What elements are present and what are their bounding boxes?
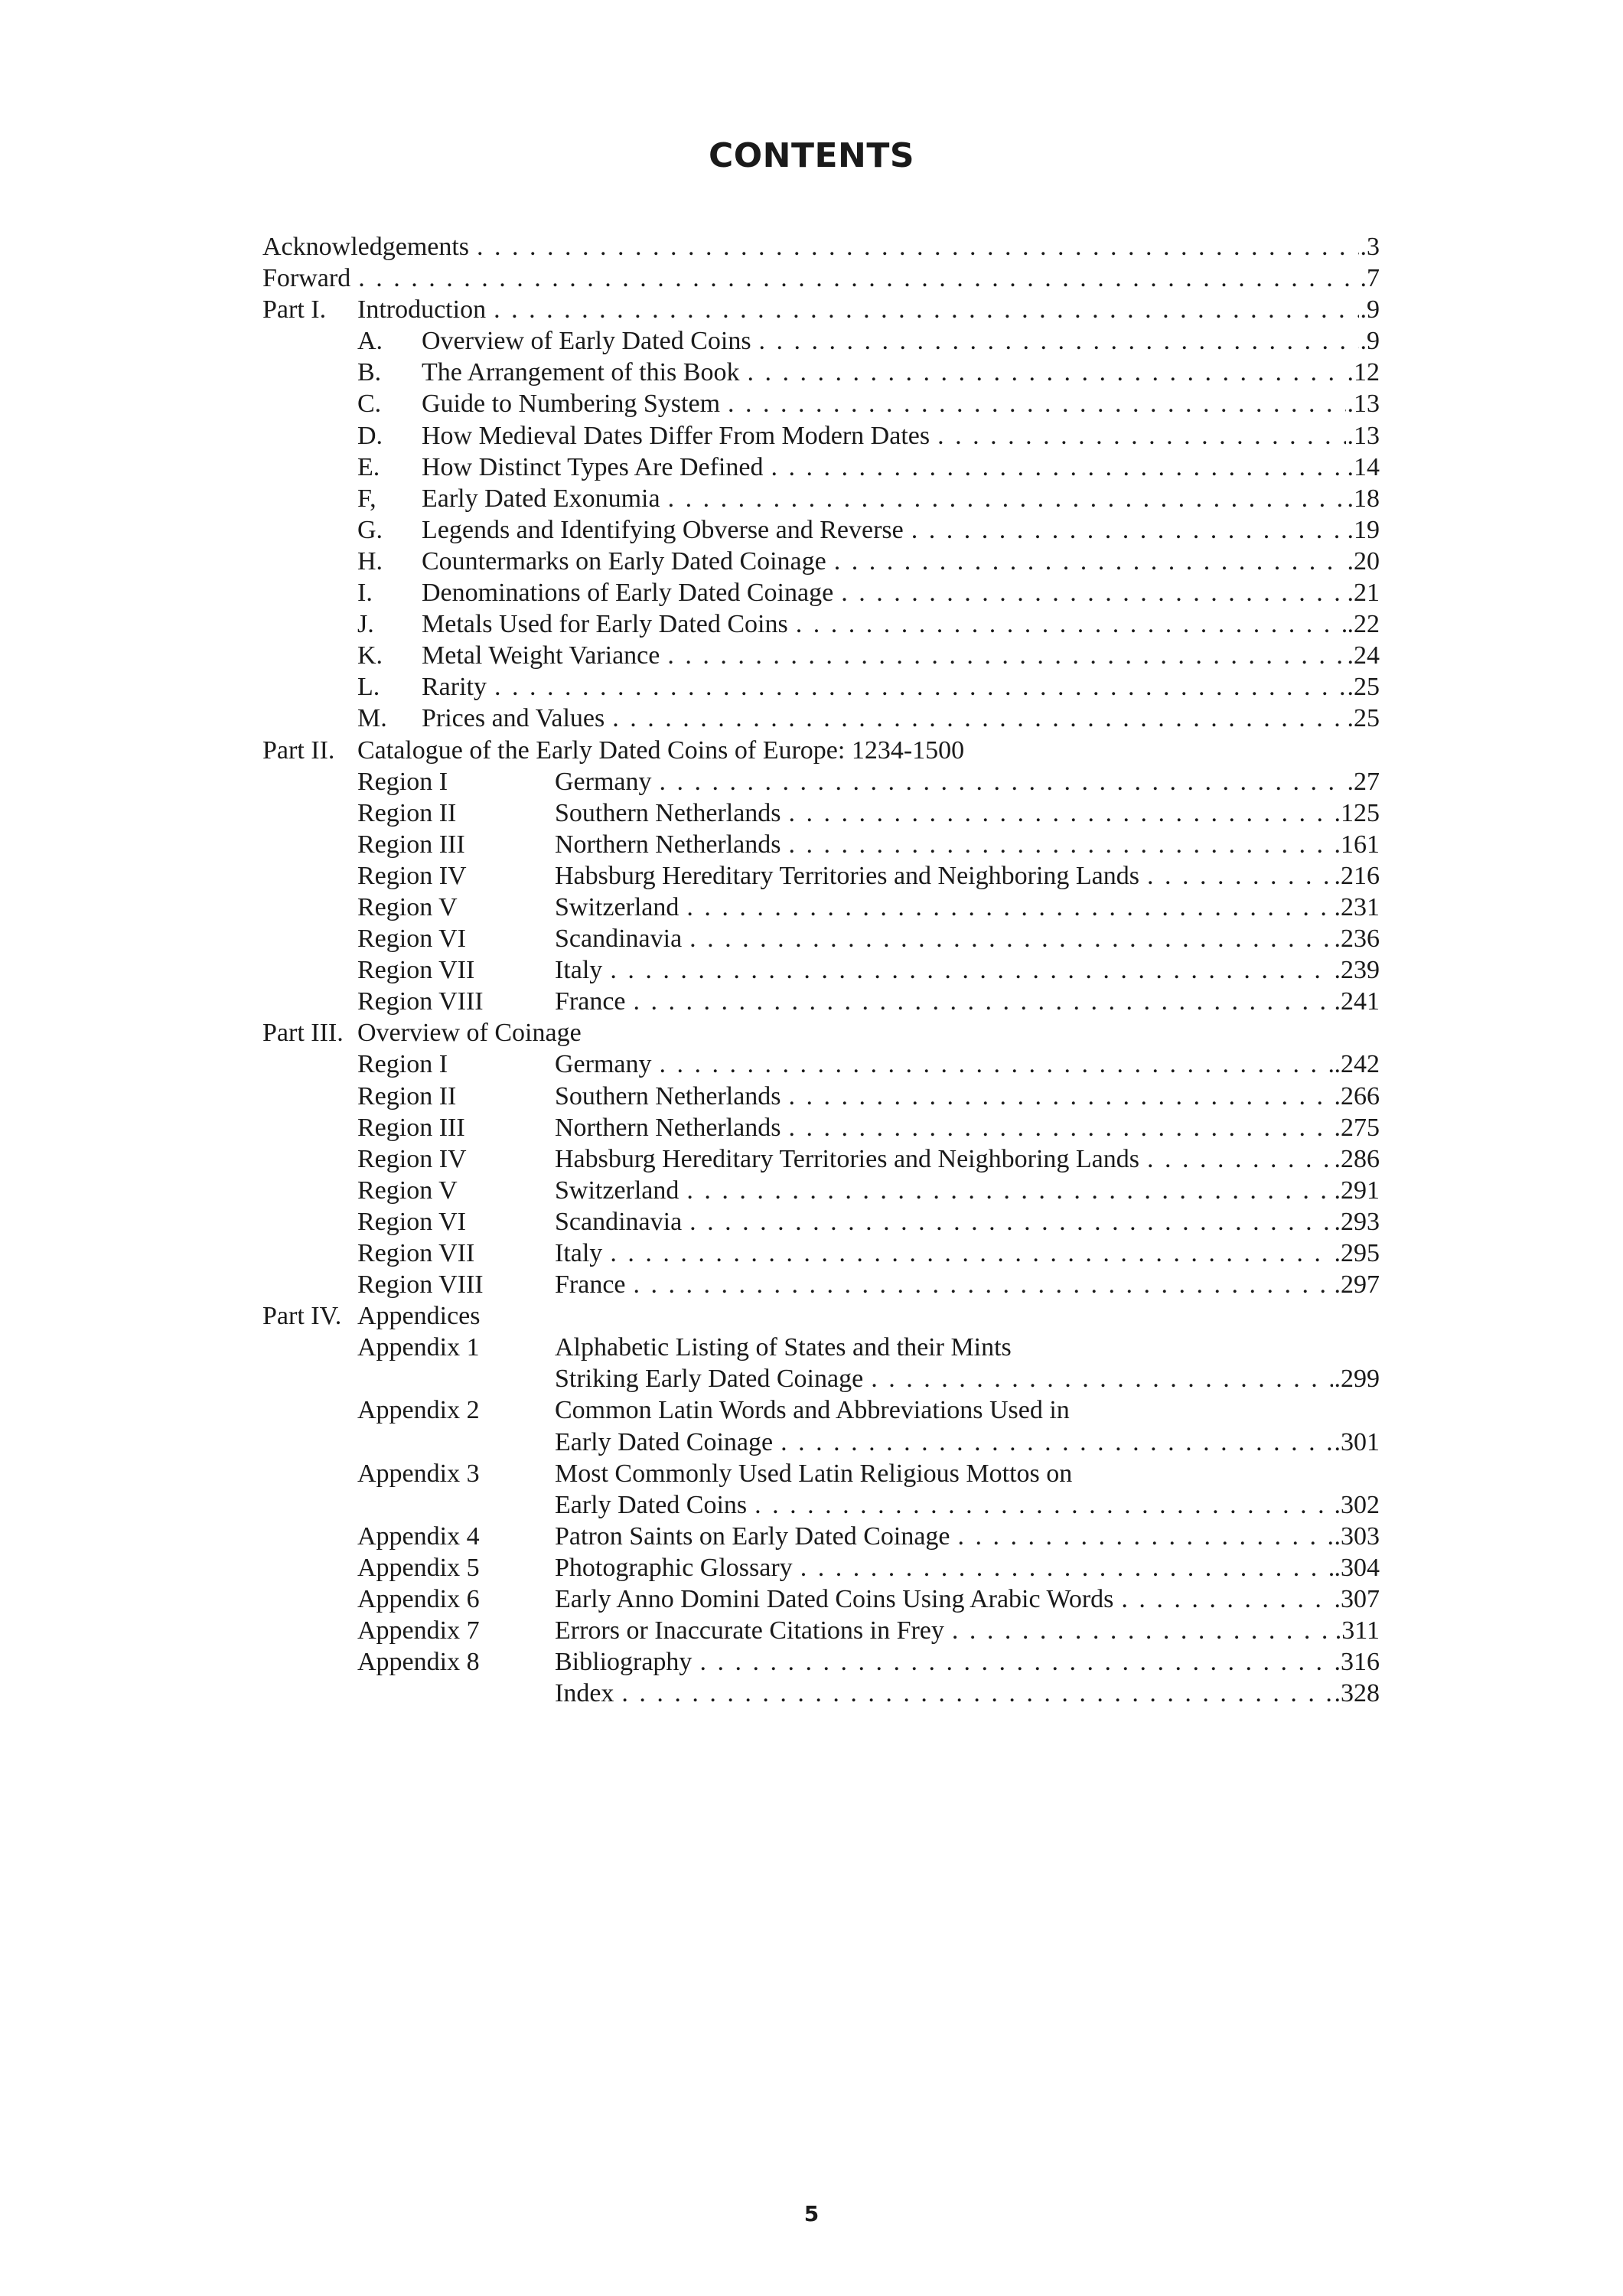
entry-title-line1: Common Latin Words and Abbreviations Used in xyxy=(555,1396,1070,1425)
toc-entry-line xyxy=(555,1489,1380,1521)
entry-region: Region VI xyxy=(357,1207,466,1236)
entry-title-line1: Most Commonly Used Latin Religious Mottos on xyxy=(555,1459,1073,1488)
entry-title: Countermarks on Early Dated Coinage xyxy=(422,546,834,577)
toc-entry[interactable] xyxy=(262,1049,1380,1080)
entry-page: .302 xyxy=(1334,1490,1380,1519)
entry-letter: E. xyxy=(357,452,380,481)
toc-entry-line xyxy=(555,923,1380,954)
part-label: Part I. xyxy=(262,295,327,325)
toc-entry-line xyxy=(555,860,1380,892)
entry-appendix: Appendix 1 xyxy=(357,1333,480,1362)
entry-page: .236 xyxy=(1334,925,1380,954)
toc-entry[interactable] xyxy=(262,388,1380,419)
entry-region: Region III xyxy=(357,1113,465,1142)
toc-entry-line xyxy=(555,1143,1380,1175)
entry-title: How Medieval Dates Differ From Modern Dates xyxy=(422,420,937,452)
toc-entry[interactable] xyxy=(262,1521,1380,1552)
toc-entry[interactable] xyxy=(262,1112,1380,1143)
toc-entry[interactable] xyxy=(262,1238,1380,1269)
entry-title-line1: Alphabetic Listing of States and their Mints xyxy=(555,1333,1012,1362)
dot-leader xyxy=(1147,1143,1333,1175)
toc-entry[interactable] xyxy=(262,483,1380,514)
entry-appendix: Appendix 5 xyxy=(357,1553,480,1582)
part-title: Catalogue of the Early Dated Coins of Europe: 1234-1500 xyxy=(357,735,965,765)
entry-title: Prices and Values xyxy=(422,703,612,734)
entry-page: .9 xyxy=(1360,327,1380,356)
part-label: Part III. xyxy=(262,1019,344,1048)
toc-entry[interactable] xyxy=(262,1394,1380,1426)
dot-leader xyxy=(699,1646,1332,1678)
dot-leader xyxy=(610,1238,1332,1269)
toc-entry[interactable] xyxy=(262,608,1380,640)
toc-entry[interactable] xyxy=(262,1646,1380,1678)
toc-entry[interactable] xyxy=(262,1081,1380,1112)
toc-entry-line xyxy=(555,1646,1380,1678)
dot-leader xyxy=(634,986,1333,1017)
entry-title: The Arrangement of this Book xyxy=(422,357,747,388)
entry-region: Region I xyxy=(357,767,448,796)
page-title: CONTENTS xyxy=(708,136,915,175)
entry-region: Region VI xyxy=(357,925,466,954)
entry-title: Guide to Numbering System xyxy=(422,388,728,419)
entry-region: Region VII xyxy=(357,956,475,985)
entry-appendix: Appendix 7 xyxy=(357,1616,480,1645)
toc-entry-line xyxy=(555,1175,1380,1206)
entry-page: .24 xyxy=(1347,641,1380,670)
entry-appendix: Appendix 6 xyxy=(357,1585,480,1614)
entry-page: .14 xyxy=(1347,452,1380,481)
entry-page: .239 xyxy=(1334,956,1380,985)
entry-title: Germany xyxy=(555,1049,660,1080)
entry-page: .18 xyxy=(1347,484,1380,513)
toc-entry-line xyxy=(555,1112,1380,1143)
toc-entry[interactable] xyxy=(262,1583,1380,1615)
toc-entry-line xyxy=(262,231,1380,263)
entry-title: Switzerland xyxy=(555,1175,686,1206)
toc-entry[interactable] xyxy=(262,1206,1380,1238)
part-label: Part II. xyxy=(262,735,335,765)
toc-entry-line xyxy=(555,1678,1380,1709)
part3-items xyxy=(262,1049,1380,1300)
dot-leader xyxy=(834,546,1346,577)
entry-letter: L. xyxy=(357,673,380,702)
entry-title: Northern Netherlands xyxy=(555,1112,789,1143)
entry-page: .275 xyxy=(1334,1113,1380,1142)
entry-letter: F, xyxy=(357,484,376,513)
toc-entry-line xyxy=(555,797,1380,829)
entry-title: Photographic Glossary xyxy=(555,1552,800,1583)
dot-leader xyxy=(660,766,1346,797)
toc-entry-line xyxy=(555,1049,1380,1080)
entry-title: Early Dated Exonumia xyxy=(422,483,668,514)
entry-page: .13 xyxy=(1347,390,1380,419)
toc-entry-line xyxy=(555,1206,1380,1238)
toc-entry[interactable] xyxy=(262,860,1380,892)
toc-entry-line xyxy=(422,608,1380,640)
entry-title: Legends and Identifying Obverse and Reverse xyxy=(422,514,911,546)
entry-region: Region V xyxy=(357,1176,458,1205)
toc-entry-line xyxy=(422,671,1380,703)
entry-title: Southern Netherlands xyxy=(555,1081,789,1112)
entry-title: Germany xyxy=(555,766,660,797)
entry-page: .304 xyxy=(1334,1553,1380,1582)
dot-leader xyxy=(952,1615,1334,1646)
toc-entry[interactable] xyxy=(262,1143,1380,1175)
dot-leader xyxy=(494,671,1346,703)
toc-entry-line xyxy=(555,1238,1380,1269)
dot-leader xyxy=(477,231,1358,263)
toc-entry-line xyxy=(555,1552,1380,1583)
toc-entry-line xyxy=(555,892,1380,923)
dot-leader xyxy=(747,357,1345,388)
dot-leader xyxy=(634,1269,1333,1300)
entry-title: Switzerland xyxy=(555,892,686,923)
toc-entry[interactable] xyxy=(262,357,1380,388)
toc-entry[interactable] xyxy=(262,797,1380,829)
entry-region: Region IV xyxy=(357,1144,467,1173)
entry-page: .266 xyxy=(1334,1081,1380,1110)
entry-page: .286 xyxy=(1334,1144,1380,1173)
toc-entry[interactable] xyxy=(262,514,1380,546)
part-title: Overview of Coinage xyxy=(357,1019,582,1048)
entry-letter: B. xyxy=(357,358,382,387)
entry-region: Region VIII xyxy=(357,1270,484,1300)
entry-title: Scandinavia xyxy=(555,1206,689,1238)
entry-page: .22 xyxy=(1347,610,1380,639)
entry-region: Region IV xyxy=(357,861,467,890)
part4-items xyxy=(262,1332,1380,1709)
entry-title: Acknowledgements xyxy=(262,231,477,263)
toc-entry-line xyxy=(422,703,1380,734)
toc-entry[interactable] xyxy=(262,671,1380,703)
toc-entry-line xyxy=(422,357,1380,388)
entry-page: .316 xyxy=(1334,1648,1380,1677)
dot-leader xyxy=(610,954,1332,986)
dot-leader xyxy=(689,1206,1332,1238)
entry-letter: M. xyxy=(357,704,387,733)
toc-entry-line xyxy=(555,1363,1380,1394)
entry-title: Bibliography xyxy=(555,1646,699,1678)
toc-entry[interactable] xyxy=(262,703,1380,734)
entry-page: .293 xyxy=(1334,1207,1380,1236)
toc-entry[interactable] xyxy=(262,766,1380,797)
entry-title: Early Dated Coinage xyxy=(555,1427,781,1458)
toc-entry[interactable] xyxy=(262,829,1380,860)
entry-page: .25 xyxy=(1347,673,1380,702)
entry-page: .291 xyxy=(1334,1176,1380,1205)
entry-title: France xyxy=(555,1269,634,1300)
dot-leader xyxy=(781,1427,1332,1458)
entry-title: Introduction xyxy=(357,294,494,325)
entry-page: .25 xyxy=(1347,704,1380,733)
entry-title: How Distinct Types Are Defined xyxy=(422,452,771,483)
entry-title: Patron Saints on Early Dated Coinage xyxy=(555,1521,958,1552)
entry-page: .307 xyxy=(1334,1585,1380,1614)
page-number: 5 xyxy=(803,2201,820,2226)
entry-letter: H. xyxy=(357,546,383,576)
entry-page: .125 xyxy=(1334,798,1380,827)
toc-entry-line xyxy=(555,766,1380,797)
toc-entry[interactable] xyxy=(262,986,1380,1017)
toc-entry[interactable] xyxy=(262,325,1380,357)
entry-page: .216 xyxy=(1334,861,1380,890)
dot-leader xyxy=(841,577,1345,608)
entry-page: .231 xyxy=(1334,892,1380,921)
entry-appendix: Appendix 8 xyxy=(357,1648,480,1677)
entry-letter: A. xyxy=(357,327,383,356)
entry-title: Habsburg Hereditary Territories and Neighboring Lands xyxy=(555,860,1147,892)
toc-entry[interactable] xyxy=(262,1332,1380,1363)
dot-leader xyxy=(1147,860,1333,892)
dot-leader xyxy=(668,483,1346,514)
entry-title: Habsburg Hereditary Territories and Neighboring Lands xyxy=(555,1143,1147,1175)
part-heading-catalogue xyxy=(262,735,1380,766)
entry-title: Forward xyxy=(262,263,358,294)
entry-page: .241 xyxy=(1334,987,1380,1016)
toc-entry-line xyxy=(422,483,1380,514)
entry-page: .13 xyxy=(1347,421,1380,450)
entry-page: .3 xyxy=(1360,233,1380,261)
dot-leader xyxy=(937,420,1345,452)
part-title: Appendices xyxy=(357,1302,481,1331)
dot-leader xyxy=(660,1049,1333,1080)
entry-letter: C. xyxy=(357,390,382,419)
entry-page: .19 xyxy=(1347,515,1380,544)
toc-entry-line xyxy=(422,546,1380,577)
entry-title: Overview of Early Dated Coins xyxy=(422,325,759,357)
toc-entry-line xyxy=(555,1269,1380,1300)
entry-region: Region II xyxy=(357,1081,457,1110)
dot-leader xyxy=(689,923,1332,954)
dot-leader xyxy=(789,1081,1333,1112)
entry-page: .301 xyxy=(1334,1427,1380,1456)
toc-entry[interactable] xyxy=(262,1458,1380,1489)
entry-page: .7 xyxy=(1360,264,1380,293)
dot-leader xyxy=(759,325,1359,357)
dot-leader xyxy=(958,1521,1333,1552)
dot-leader xyxy=(1121,1583,1332,1615)
entry-title: Index xyxy=(555,1678,621,1709)
entry-page: .27 xyxy=(1347,767,1380,796)
toc-entry-continuation[interactable] xyxy=(262,1489,1380,1521)
entry-letter: D. xyxy=(357,421,383,450)
dot-leader xyxy=(728,388,1345,419)
toc-entry-acknowledgements[interactable] xyxy=(262,231,1380,263)
toc-entry-line xyxy=(422,514,1380,546)
toc-entry[interactable] xyxy=(262,420,1380,452)
toc-entry-line xyxy=(262,263,1380,294)
entry-title: Metals Used for Early Dated Coins xyxy=(422,608,796,640)
entry-letter: J. xyxy=(357,610,374,639)
toc-entry[interactable] xyxy=(262,892,1380,923)
table-of-contents xyxy=(262,231,1380,1709)
entry-letter: I. xyxy=(357,579,373,608)
entry-title: Southern Netherlands xyxy=(555,797,789,829)
toc-entry-line xyxy=(422,325,1380,357)
toc-entry-line xyxy=(555,1081,1380,1112)
entry-title: Northern Netherlands xyxy=(555,829,789,860)
dot-leader xyxy=(911,514,1346,546)
entry-title: Metal Weight Variance xyxy=(422,640,667,671)
entry-region: Region I xyxy=(357,1050,448,1079)
dot-leader xyxy=(754,1489,1332,1521)
toc-entry-line xyxy=(555,1427,1380,1458)
entry-letter: K. xyxy=(357,641,383,670)
part1-items xyxy=(262,325,1380,734)
toc-entry-line xyxy=(555,1521,1380,1552)
dot-leader xyxy=(358,263,1358,294)
entry-title: Rarity xyxy=(422,671,494,703)
toc-entry-continuation[interactable] xyxy=(262,1363,1380,1394)
toc-entry-line xyxy=(422,452,1380,483)
dot-leader xyxy=(796,608,1346,640)
toc-entry[interactable] xyxy=(262,577,1380,608)
dot-leader xyxy=(621,1678,1332,1709)
entry-page: .161 xyxy=(1334,830,1380,859)
toc-entry-line xyxy=(357,294,1380,325)
entry-appendix: Appendix 3 xyxy=(357,1459,480,1488)
toc-entry[interactable] xyxy=(262,954,1380,986)
entry-title: Italy xyxy=(555,954,610,986)
toc-entry[interactable] xyxy=(262,1678,1380,1709)
part-heading-introduction[interactable] xyxy=(262,294,1380,325)
toc-entry[interactable] xyxy=(262,452,1380,483)
entry-page: .328 xyxy=(1334,1679,1380,1708)
entry-page: .12 xyxy=(1347,358,1380,387)
dot-leader xyxy=(800,1552,1333,1583)
entry-page: .242 xyxy=(1334,1050,1380,1079)
entry-page: .311 xyxy=(1335,1616,1380,1645)
toc-entry[interactable] xyxy=(262,1615,1380,1646)
dot-leader xyxy=(789,797,1333,829)
entry-title: Scandinavia xyxy=(555,923,689,954)
toc-entry[interactable] xyxy=(262,923,1380,954)
entry-page: .20 xyxy=(1347,546,1380,576)
entry-title: Denominations of Early Dated Coinage xyxy=(422,577,841,608)
toc-entry-line xyxy=(555,1583,1380,1615)
entry-page: .21 xyxy=(1347,579,1380,608)
dot-leader xyxy=(789,829,1333,860)
part-label: Part IV. xyxy=(262,1302,342,1331)
entry-region: Region V xyxy=(357,892,458,921)
toc-entry[interactable] xyxy=(262,640,1380,671)
dot-leader xyxy=(667,640,1345,671)
entry-title: Early Dated Coins xyxy=(555,1489,754,1521)
dot-leader xyxy=(612,703,1345,734)
part2-items xyxy=(262,766,1380,1018)
entry-page: .297 xyxy=(1334,1270,1380,1300)
dot-leader xyxy=(686,1175,1332,1206)
toc-entry[interactable] xyxy=(262,546,1380,577)
toc-entry-line xyxy=(422,420,1380,452)
dot-leader xyxy=(789,1112,1333,1143)
entry-title: Early Anno Domini Dated Coins Using Arabic Words xyxy=(555,1583,1121,1615)
toc-entry-line xyxy=(422,577,1380,608)
part-heading-appendices xyxy=(262,1300,1380,1332)
dot-leader xyxy=(871,1363,1332,1394)
entry-region: Region VIII xyxy=(357,987,484,1016)
toc-entry-line xyxy=(422,388,1380,419)
toc-entry-line xyxy=(422,640,1380,671)
entry-appendix: Appendix 4 xyxy=(357,1521,480,1551)
dot-leader xyxy=(771,452,1345,483)
entry-appendix: Appendix 2 xyxy=(357,1396,480,1425)
toc-entry-continuation[interactable] xyxy=(262,1427,1380,1458)
part-heading-overview xyxy=(262,1017,1380,1049)
entry-page: .295 xyxy=(1334,1239,1380,1267)
entry-letter: G. xyxy=(357,515,383,544)
entry-page: .303 xyxy=(1334,1521,1380,1551)
toc-entry[interactable] xyxy=(262,1269,1380,1300)
entry-region: Region VII xyxy=(357,1239,475,1267)
toc-entry[interactable] xyxy=(262,1175,1380,1206)
toc-entry-line xyxy=(555,1615,1380,1646)
toc-entry[interactable] xyxy=(262,1552,1380,1583)
entry-region: Region III xyxy=(357,830,465,859)
entry-title: Errors or Inaccurate Citations in Frey xyxy=(555,1615,952,1646)
entry-title: Striking Early Dated Coinage xyxy=(555,1363,871,1394)
dot-leader xyxy=(686,892,1332,923)
dot-leader xyxy=(494,294,1358,325)
toc-entry-forward[interactable] xyxy=(262,263,1380,294)
entry-title: Italy xyxy=(555,1238,610,1269)
toc-entry-line xyxy=(555,829,1380,860)
toc-entry-line xyxy=(555,986,1380,1017)
entry-page: .9 xyxy=(1360,295,1380,325)
entry-page: .299 xyxy=(1334,1365,1380,1394)
entry-title: France xyxy=(555,986,634,1017)
toc-entry-line xyxy=(555,954,1380,986)
entry-region: Region II xyxy=(357,798,457,827)
